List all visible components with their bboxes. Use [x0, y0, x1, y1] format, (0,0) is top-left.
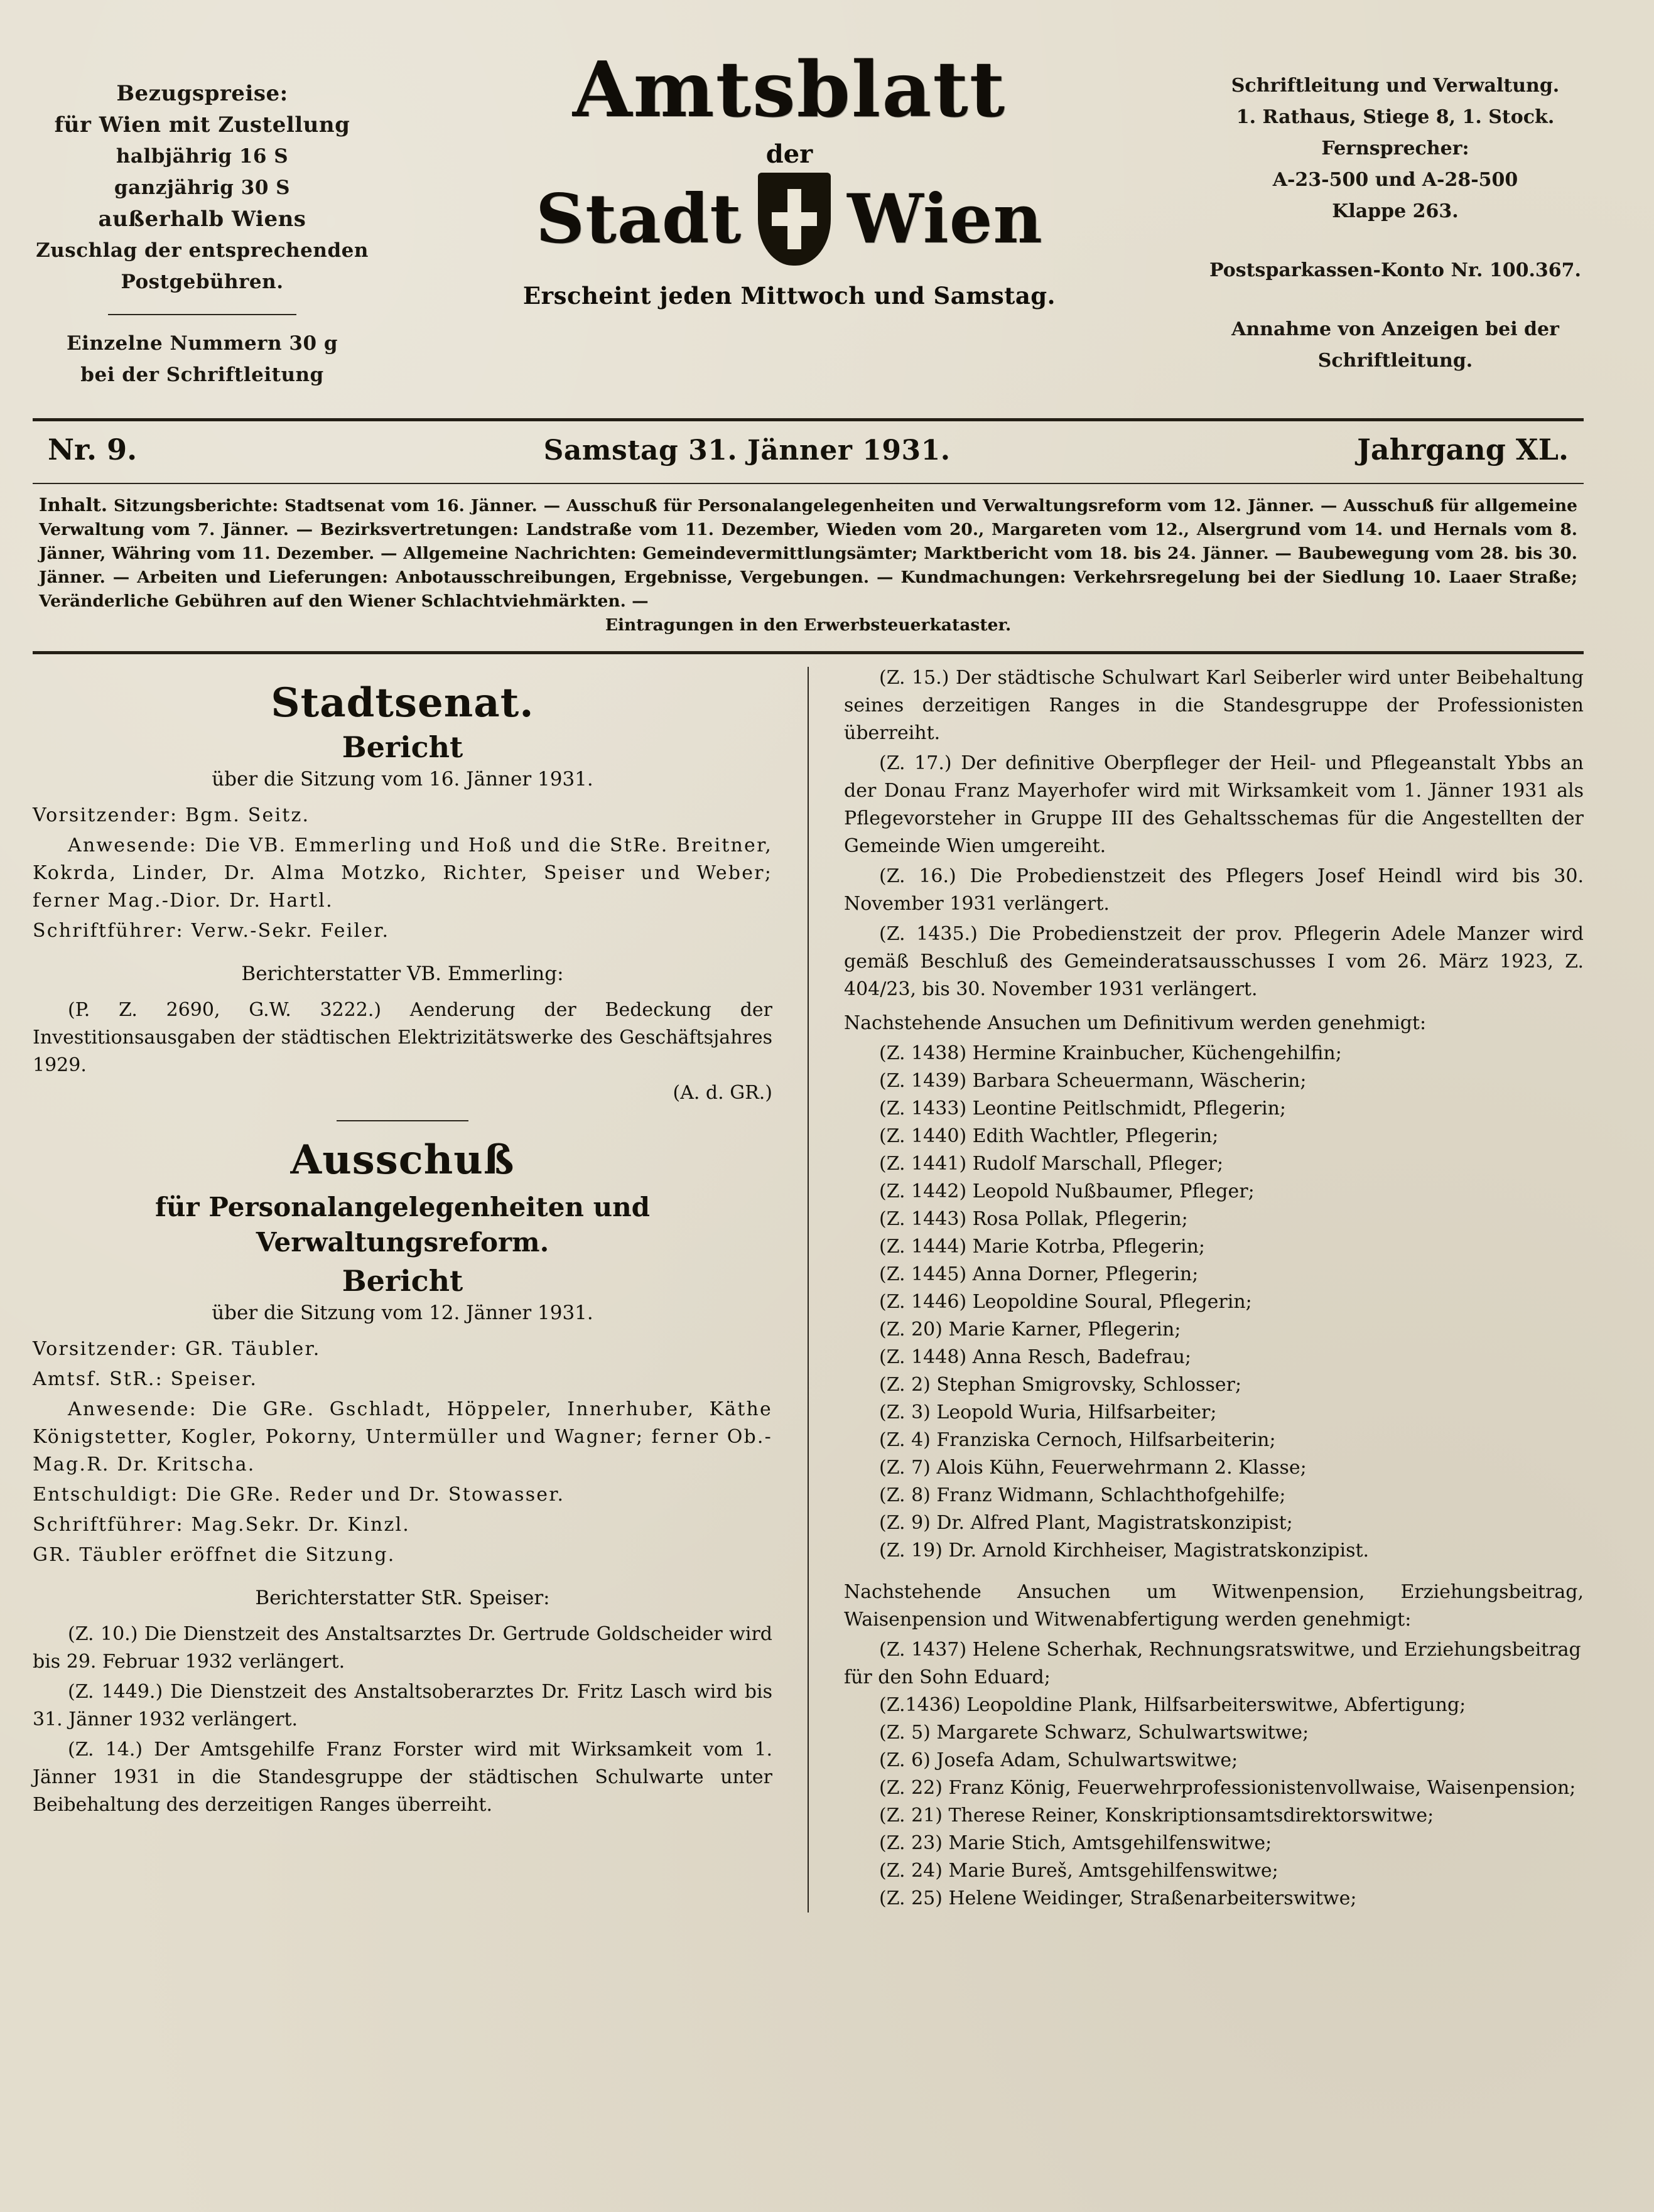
section2-opening: GR. Täubler eröffnet die Sitzung.: [33, 1544, 396, 1566]
section1-chair: Vorsitzender: Bgm. Seitz.: [33, 804, 310, 826]
section2-excused: Entschuldigt: Die GRe. Reder und Dr. Stowasser.: [33, 1484, 565, 1506]
definitivum-intro: Nachstehende Ansuchen um Definitivum werden genehmigt:: [844, 1012, 1427, 1034]
telephone-numbers: A-23-500 und A-28-500: [1272, 169, 1518, 191]
section1-reporter: Berichterstatter VB. Emmerling:: [241, 963, 564, 985]
definitivum-item: (Z. 2) Stephan Smigrovsky, Schlosser;: [879, 1374, 1242, 1396]
postal-account: Postsparkassen-Konto Nr. 100.367.: [1209, 259, 1582, 281]
definitivum-item: (Z. 1448) Anna Resch, Badefrau;: [879, 1346, 1191, 1368]
section2-secretary: Schriftführer: Mag.Sekr. Dr. Kinzl.: [33, 1514, 410, 1536]
issue-bar: [33, 421, 1584, 479]
prices-divider: [108, 314, 296, 315]
section2-report-heading: Bericht: [342, 1264, 463, 1298]
section2-item-1: (Z. 10.) Die Dienstzeit des Anstaltsarztes Dr. Gertrude Goldscheider wird bis 29. Februar 1932 verlängert.: [33, 1623, 772, 1673]
left-column: [33, 664, 772, 1913]
section-divider: [337, 1120, 468, 1121]
right-item-1: (Z. 15.) Der städtische Schulwart Karl Seiberler wird unter Beibehaltung seines derzeitigen Ranges in die Standesgruppe der Professionisten überreiht.: [844, 667, 1584, 744]
definitivum-item: (Z. 1441) Rudolf Marschall, Pfleger;: [879, 1153, 1224, 1175]
issue-date: Samstag 31. Jänner 1931.: [543, 434, 951, 467]
pension-item: (Z. 25) Helene Weidinger, Straßenarbeiterswitwe;: [879, 1887, 1357, 1909]
definitivum-item: (Z. 4) Franziska Cernoch, Hilfsarbeiterin;: [879, 1429, 1276, 1451]
paper-title-connector: der: [765, 139, 813, 170]
definitivum-item: (Z. 1442) Leopold Nußbaumer, Pfleger;: [879, 1180, 1255, 1202]
pension-intro: Nachstehende Ansuchen um Witwenpension, Erziehungsbeitrag, Waisenpension und Witwenabfertigung werden genehmigt:: [844, 1581, 1584, 1631]
table-of-contents: [33, 484, 1584, 645]
definitivum-item: (Z. 1433) Leontine Peitlschmidt, Pflegerin;: [879, 1098, 1287, 1119]
masthead-title-block: [372, 44, 1207, 310]
right-item-2: (Z. 17.) Der definitive Oberpfleger der Heil- und Pflegeanstalt Ybbs an der Donau Franz Mayerhofer wird mit Wirksamkeit vom 1. Jänner 1931 als Pflegevorsteher in Gruppe III des Gehaltsschemas für die Angestellten der Gemeinde Wien umgereiht.: [844, 752, 1584, 857]
definitivum-item: (Z. 8) Franz Widmann, Schlachthofgehilfe;: [879, 1484, 1286, 1506]
section1-gap: [33, 947, 772, 959]
definitivum-item: (Z. 1438) Hermine Krainbucher, Küchengehilfin;: [879, 1042, 1342, 1064]
definitivum-item: (Z. 1440) Edith Wachtler, Pflegerin;: [879, 1125, 1219, 1147]
masthead-subscription-prices: [33, 49, 372, 391]
right-column: [844, 664, 1584, 1913]
section2-reporter: Berichterstatter StR. Speiser:: [255, 1587, 550, 1609]
masthead-contact-info: [1207, 49, 1584, 377]
column-divider: [808, 667, 809, 1913]
prices-line-2: für Wien mit Zustellung: [54, 112, 350, 138]
definitivum-item: (Z. 3) Leopold Wuria, Hilfsarbeiter;: [879, 1401, 1217, 1423]
section1-meeting-date: über die Sitzung vom 16. Jänner 1931.: [212, 768, 593, 790]
definitivum-item: (Z. 7) Alois Kühn, Feuerwehrmann 2. Klasse;: [879, 1457, 1307, 1479]
definitivum-item: (Z. 1439) Barbara Scheuermann, Wäscherin;: [879, 1070, 1307, 1092]
section2-meeting-date: über die Sitzung vom 12. Jänner 1931.: [212, 1302, 593, 1324]
section1-report-heading: Bericht: [342, 730, 463, 764]
editorial-heading: Schriftleitung und Verwaltung.: [1231, 75, 1560, 97]
section2-gap: [33, 1572, 772, 1583]
toc-last-line: Eintragungen in den Erwerbsteuerkataster.: [605, 615, 1012, 635]
section1-item-source: (A. d. GR.): [673, 1082, 772, 1104]
single-copy-where: bei der Schriftleitung: [80, 364, 324, 386]
prices-line-7: Postgebühren.: [121, 271, 284, 293]
pension-item: (Z. 1437) Helene Scherhak, Rechnungsratswitwe, und Erziehungsbeitrag für den Sohn Eduard;: [844, 1639, 1581, 1688]
section1-item: (P. Z. 2690, G.W. 3222.) Aenderung der Bedeckung der Investitionsausgaben der städtischen Elektrizitätswerke des Geschäftsjahres 1929.: [33, 999, 772, 1076]
section-heading-ausschuss: Ausschuß: [290, 1136, 515, 1184]
paper-title-city-row: [372, 173, 1207, 266]
section1-present: Anwesende: Die VB. Emmerling und Hoß und die StRe. Breitner, Kokrda, Linder, Dr. Alma Motzko, Richter, Speiser und Weber; ferner Mag.-Dior. Dr. Hartl.: [33, 834, 772, 912]
article-columns: [33, 664, 1584, 1913]
pension-item: (Z. 24) Marie Bureš, Amtsgehilfenswitwe;: [879, 1860, 1278, 1882]
toc-bottom-rule: [33, 651, 1584, 654]
pension-item: (Z. 22) Franz König, Feuerwehrprofessionistenvollwaise, Waisenpension;: [879, 1777, 1576, 1799]
prices-line-6: Zuschlag der entsprechenden: [36, 239, 369, 262]
definitivum-item: (Z. 1445) Anna Dorner, Pflegerin;: [879, 1263, 1199, 1285]
section2-chair: Vorsitzender: GR. Täubler.: [33, 1338, 321, 1360]
section2-official: Amtsf. StR.: Speiser.: [33, 1368, 258, 1390]
definitivum-item: (Z. 19) Dr. Arnold Kirchheiser, Magistratskonzipist.: [879, 1540, 1370, 1562]
definitivum-item: (Z. 20) Marie Karner, Pflegerin;: [879, 1319, 1181, 1341]
prices-line-5: außerhalb Wiens: [98, 207, 306, 232]
page-content: [33, 25, 1584, 2185]
vienna-coat-of-arms-icon: [758, 173, 831, 266]
right-item-3: (Z. 16.) Die Probedienstzeit des Pflegers Josef Heindl wird bis 30. November 1931 verlängert.: [844, 865, 1584, 915]
section2-item-2: (Z. 1449.) Die Dienstzeit des Anstaltsoberarztes Dr. Fritz Lasch wird bis 31. Jänner 1932 verlängert.: [33, 1681, 772, 1730]
section2-present: Anwesende: Die GRe. Gschladt, Höppeler, Innerhuber, Käthe Königstetter, Kogler, Pokorny, Untermüller und Wagner; ferner Ob.-Mag.R. Dr. Kritscha.: [33, 1398, 772, 1476]
pension-item: (Z.1436) Leopoldine Plank, Hilfsarbeiterswitwe, Abfertigung;: [879, 1694, 1466, 1716]
pension-item: (Z. 6) Josefa Adam, Schulwartswitwe;: [879, 1749, 1238, 1771]
ads-line-2: Schriftleitung.: [1317, 350, 1473, 372]
prices-line-4: ganzjährig 30 S: [114, 176, 291, 199]
section2-subject: für Personalangelegenheiten und Verwaltungsreform.: [154, 1192, 651, 1258]
right-item-4: (Z. 1435.) Die Probedienstzeit der prov. Pflegerin Adele Manzer wird gemäß Beschluß des Gemeinderatsausschusses I vom 26. März 1923, Z. 404/23, bis 30. November 1931 verlängert.: [844, 923, 1584, 1000]
definitivum-item: (Z. 1443) Rosa Pollak, Pflegerin;: [879, 1208, 1188, 1230]
pension-item: (Z. 5) Margarete Schwarz, Schulwartswitwe;: [879, 1722, 1309, 1744]
editorial-address: 1. Rathaus, Stiege 8, 1. Stock.: [1236, 106, 1555, 128]
definitivum-item: (Z. 1444) Marie Kotrba, Pflegerin;: [879, 1236, 1206, 1258]
publication-frequency: Erscheint jeden Mittwoch und Samstag.: [522, 282, 1056, 310]
section1-secretary: Schriftführer: Verw.-Sekr. Feiler.: [33, 920, 390, 942]
single-copy-price: Einzelne Nummern 30 g: [66, 332, 338, 355]
toc-text: Sitzungsberichte: Stadtsenat vom 16. Jänner. — Ausschuß für Personalangelegenheiten und Verwaltungsreform vom 12. Jänner. — Ausschuß für allgemeine Verwaltung vom 7. Jänner. — Bezirksvertretungen: Landstraße vom 11. Dezember, Wieden vom 20., Margareten vom 12., Alsergrund vom 14. und Hernals vom 8. Jänner, Währing vom 11. Dezember. — Allgemeine Nachrichten: Gemeindevermittlungsämter; Marktbericht vom 18. bis 24. Jänner. — Baubewegung vom 28. bis 30. Jänner. — Arbeiten und Lieferungen: Anbotausschreibungen, Ergebnisse, Vergebungen. — Kundmachungen: Verkehrsregelung bei der Siedlung 10. Laaer Straße; Veränderliche Gebühren auf den Wiener Schlachtviehmärkten. —: [39, 496, 1577, 611]
masthead: [33, 25, 1584, 391]
contact-gap-1: [1207, 227, 1584, 255]
prices-line-3: halbjährig 16 S: [116, 145, 289, 168]
pension-item: (Z. 21) Therese Reiner, Konskriptionsamtsdirektorswitwe;: [879, 1805, 1434, 1826]
section2-item-3: (Z. 14.) Der Amtsgehilfe Franz Forster wird mit Wirksamkeit vom 1. Jänner 1931 in die Standesgruppe der städtischen Schulwarte unter Beibehaltung des derzeitigen Ranges überreiht.: [33, 1739, 772, 1816]
paper-title-stadt: Stadt: [536, 180, 742, 259]
prices-title: Bezugspreise:: [116, 81, 288, 106]
ads-line-1: Annahme von Anzeigen bei der: [1231, 318, 1559, 340]
contact-gap-2: [1207, 286, 1584, 314]
pension-item: (Z. 23) Marie Stich, Amtsgehilfenswitwe;: [879, 1832, 1272, 1854]
paper-title: Amtsblatt: [572, 44, 1007, 134]
issue-volume: Jahrgang XL.: [1357, 433, 1569, 467]
issue-number: Nr. 9.: [48, 433, 138, 467]
definitivum-item: (Z. 9) Dr. Alfred Plant, Magistratskonzipist;: [879, 1512, 1293, 1534]
telephone-extension: Klappe 263.: [1332, 200, 1459, 222]
toc-label: Inhalt.: [39, 494, 108, 515]
telephone-label: Fernsprecher:: [1321, 138, 1469, 159]
paper-title-wien: Wien: [847, 180, 1043, 259]
section-heading-stadtsenat: Stadtsenat.: [271, 679, 534, 726]
definitivum-item: (Z. 1446) Leopoldine Soural, Pflegerin;: [879, 1291, 1252, 1313]
